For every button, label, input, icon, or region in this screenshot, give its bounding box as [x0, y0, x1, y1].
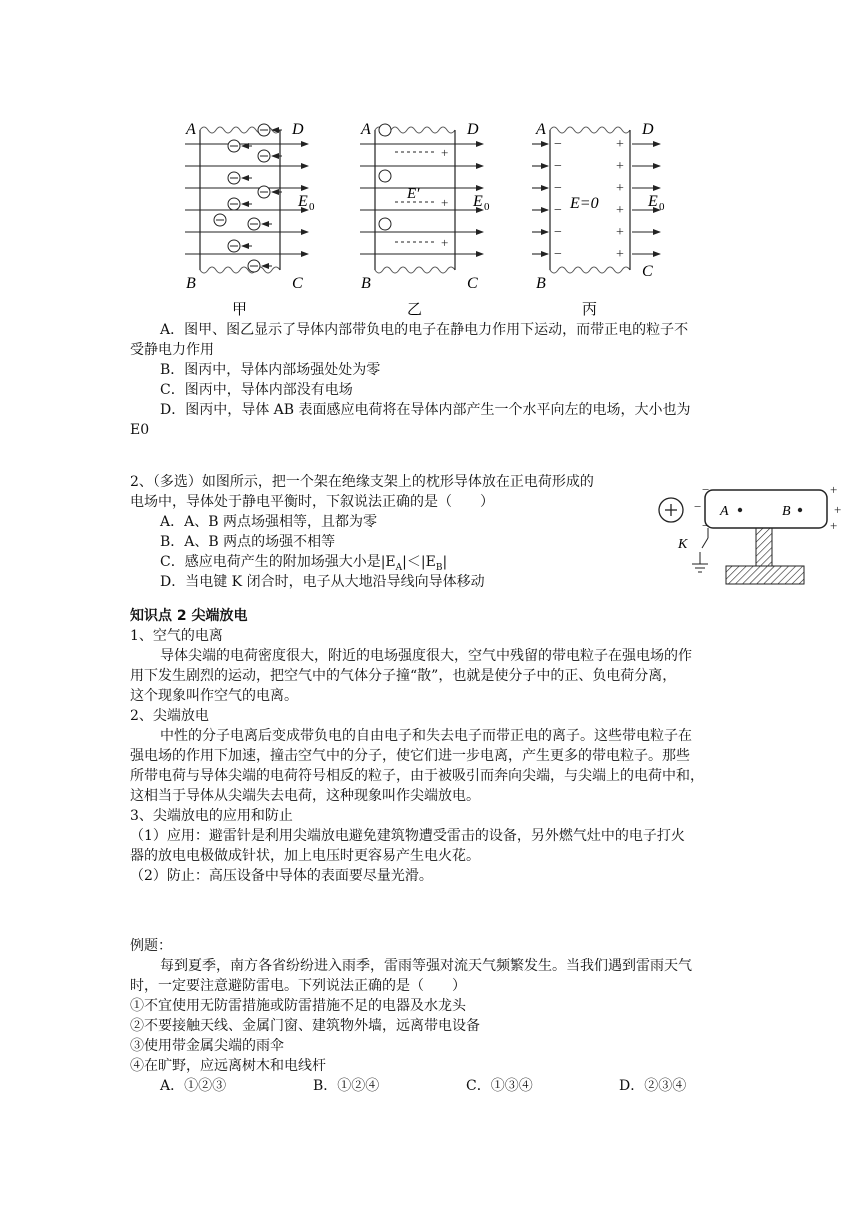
switch-K-label: K: [678, 537, 688, 552]
section-title: 知识点 2 尖端放电: [130, 608, 248, 624]
label-A: A: [186, 121, 196, 138]
q2-option-a: A．A、B 两点场强相等，且都为零: [160, 514, 377, 530]
svg-text:+: +: [834, 502, 842, 517]
label-E0: E: [298, 193, 308, 210]
example-item-4: ④在旷野，应远离树木和电线杆: [130, 1058, 326, 1074]
heading-point-discharge: 2、尖端放电: [130, 708, 209, 724]
svg-text:A: A: [536, 121, 546, 138]
svg-text:+: +: [830, 482, 838, 497]
example-item-2: ②不要接触天线、金属门窗、建筑物外墙，远离带电设备: [130, 1018, 480, 1034]
svg-text:−: −: [554, 225, 562, 240]
para-discharge: 中性的分子电离后变成带负电的自由电子和失去电子而带正电的离子。这些带电粒子在: [160, 728, 692, 744]
label-B: B: [186, 275, 196, 292]
choice-c: C．①③④: [466, 1078, 533, 1094]
heading-application: 3、尖端放电的应用和防止: [130, 808, 293, 824]
para-ionization: 导体尖端的电荷密度很大，附近的电场强度很大，空气中残留的带电粒子在强电场的作: [160, 648, 692, 664]
svg-text:A: A: [361, 121, 371, 138]
svg-text:−: −: [554, 181, 562, 196]
caption-jia: 甲: [232, 302, 248, 318]
example-item-3: ③使用带金属尖端的雨伞: [130, 1038, 284, 1054]
choice-b: B．①②④: [313, 1078, 380, 1094]
svg-text:D: D: [642, 121, 654, 138]
svg-text:+: +: [616, 159, 624, 174]
svg-text:B: B: [361, 275, 371, 292]
figure-bing: [532, 121, 665, 318]
q1-option-a: A．图甲、图乙显示了导体内部带负电的电子在静电力作用下运动，而带正电的粒子不: [160, 322, 689, 338]
example-stem: 每到夏季，南方各省纷纷进入雨季，雷雨等强对流天气频繁发生。当我们遇到雷雨天气: [160, 958, 692, 974]
q1-option-d: D．图丙中，导体 AB 表面感应电荷将在导体内部产生一个水平向左的电场，大小也为: [160, 402, 691, 418]
svg-text:0: 0: [484, 201, 490, 213]
q1-option-a-cont: 受静电力作用: [130, 342, 214, 358]
svg-text:−: −: [554, 159, 562, 174]
figure-yi: [360, 121, 490, 318]
svg-text:C: C: [467, 275, 478, 292]
q1-option-d-cont: E0: [130, 422, 150, 438]
caption-bing: 丙: [582, 302, 598, 318]
choice-a: A．①②③: [160, 1078, 227, 1094]
choice-d: D．②③④: [619, 1078, 687, 1094]
svg-text:0: 0: [659, 201, 665, 213]
q1-option-c: C．图丙中，导体内部没有电场: [160, 382, 353, 398]
pillow-conductor-figure: [650, 478, 855, 593]
point-B-label: B: [782, 504, 791, 519]
svg-text:+: +: [616, 247, 624, 262]
svg-text:−: −: [554, 247, 562, 262]
caption-yi: 乙: [407, 302, 423, 318]
svg-text:C: C: [642, 263, 653, 280]
svg-text:B: B: [536, 275, 546, 292]
q2-stem: 2、（多选）如图所示，把一个架在绝缘支架上的枕形导体放在正电荷形成的: [130, 474, 594, 490]
svg-text:−: −: [554, 203, 562, 218]
heading-air-ionization: 1、空气的电离: [130, 628, 223, 644]
svg-text:−: −: [702, 482, 710, 497]
svg-text:E: E: [473, 193, 483, 210]
svg-text:−: −: [694, 499, 702, 514]
label-E-zero: E=0: [570, 195, 599, 212]
q2-stem-cont: 电场中，导体处于静电平衡时，下叙说法正确的是（ ）: [130, 494, 494, 510]
svg-text:+: +: [441, 195, 449, 210]
example-label: 例题：: [130, 938, 172, 954]
svg-text:+: +: [616, 203, 624, 218]
svg-text:0: 0: [309, 201, 315, 213]
svg-text:+: +: [616, 137, 624, 152]
q1-option-b: B．图丙中，导体内部场强处处为零: [160, 362, 381, 378]
svg-text:+: +: [616, 181, 624, 196]
q2-option-d: D．当电键 K 闭合时，电子从大地沿导线向导体移动: [160, 574, 485, 590]
q2-option-b: B．A、B 两点的场强不相等: [160, 534, 336, 550]
example-item-1: ①不宜使用无防雷措施或防雷措施不足的电器及水龙头: [130, 998, 466, 1014]
svg-text:E: E: [648, 193, 658, 210]
label-D: D: [292, 121, 304, 138]
svg-text:+: +: [830, 518, 838, 533]
point-A-label: A: [720, 504, 729, 519]
conductor-figures: [180, 110, 690, 325]
label-C: C: [292, 275, 303, 292]
label-E-prime: E′: [407, 186, 420, 202]
svg-text:D: D: [467, 121, 479, 138]
svg-text:+: +: [616, 225, 624, 240]
para-prevention: （2）防止：高压设备中导体的表面要尽量光滑。: [130, 868, 433, 884]
q2-option-c: C．感应电荷产生的附加场强大小是$|E_A|<|E_B|$: [160, 554, 448, 573]
svg-text:−: −: [554, 137, 562, 152]
svg-text:+: +: [441, 235, 449, 250]
para-application: （1）应用：避雷针是利用尖端放电避免建筑物遭受雷击的设备，另外燃气灶中的电子打火: [130, 828, 685, 844]
svg-text:+: +: [441, 145, 449, 160]
svg-text:−: −: [702, 518, 710, 533]
figure-jia: [185, 121, 315, 318]
